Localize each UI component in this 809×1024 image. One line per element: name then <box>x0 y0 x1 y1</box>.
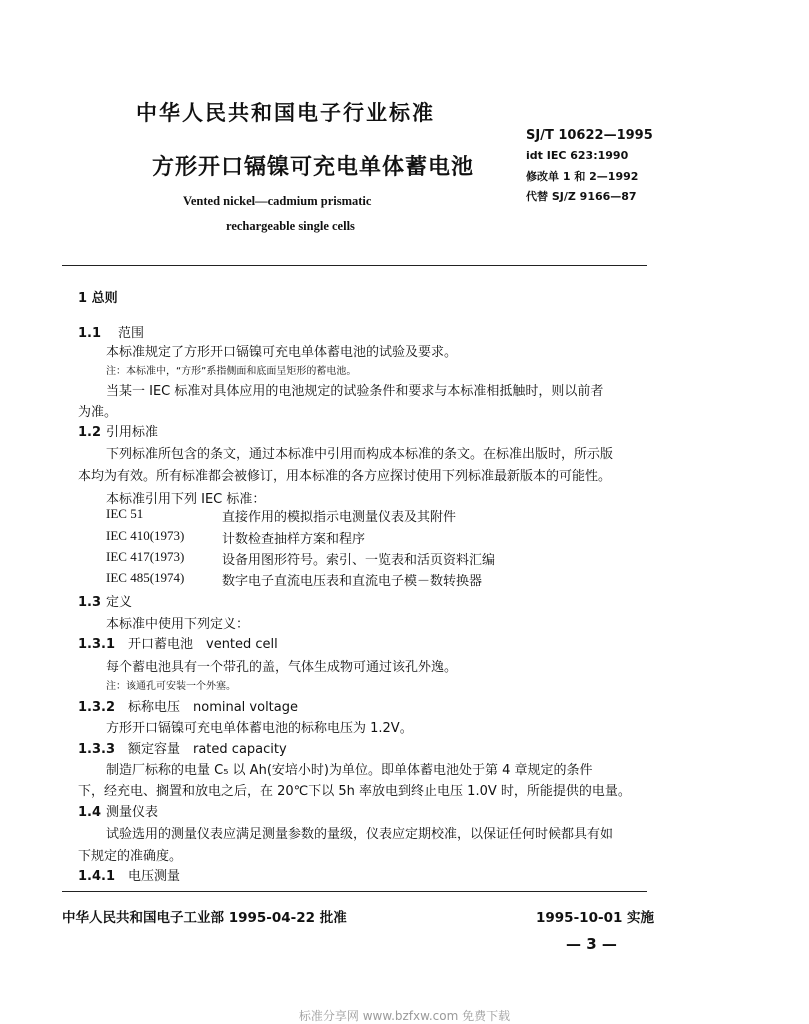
section-number: 1.3 <box>78 595 102 610</box>
standard-idt: idt IEC 623:1990 <box>526 149 629 162</box>
section-1-1-heading <box>78 322 144 341</box>
paragraph: 方形开口镉镍可充电单体蓄电池的标称电压为 1.2V。 <box>106 721 413 736</box>
section-title: 开口蓄电池 vented cell <box>128 637 278 652</box>
reference-code: IEC 51 <box>106 506 144 521</box>
standard-replaces: 代替 SJ/Z 9166—87 <box>526 190 637 203</box>
section-number: 1.4.1 <box>78 869 116 884</box>
section-1-4-1-heading <box>78 865 180 884</box>
implementation-date: 1995-10-01 实施 <box>536 910 655 926</box>
section-title: 电压测量 <box>128 869 181 884</box>
section-title: 标称电压 nominal voltage <box>128 700 298 715</box>
paragraph: 当某一 IEC 标准对具体应用的电池规定的试验条件和要求与本标准相抵触时，则以前者 <box>106 384 604 399</box>
paragraph: 本标准规定了方形开口镉镍可充电单体蓄电池的试验及要求。 <box>106 345 458 360</box>
header-divider <box>62 265 647 266</box>
paragraph: 试验选用的测量仪表应满足测量参数的量级，仪表应定期校准，以保证任何时候都具有如 <box>106 827 614 842</box>
paragraph: 每个蓄电池具有一个带孔的盖，气体生成物可通过该孔外逸。 <box>106 660 458 675</box>
section-number: 1.3.1 <box>78 637 116 652</box>
reference-description: 设备用图形符号。索引、一览表和活页资料汇编 <box>222 553 496 568</box>
section-title: 引用标准 <box>106 425 159 440</box>
paragraph: 制造厂标称的电量 C₅ 以 Ah(安培小时)为单位。即单体蓄电池处于第 4 章规定的条件 <box>106 763 593 778</box>
document-title: 方形开口镉镍可充电单体蓄电池 <box>152 155 475 180</box>
section-number: 1.4 <box>78 805 102 820</box>
reference-description: 直接作用的模拟指示电测量仪表及其附件 <box>222 510 457 525</box>
section-1-3-2-heading <box>78 696 298 715</box>
section-1-4-heading <box>78 801 158 820</box>
paragraph: 下列标准所包含的条文，通过本标准中引用而构成本标准的条文。在标准出版时，所示版 <box>106 447 614 462</box>
section-1-heading: 1 总则 <box>78 291 118 306</box>
paragraph-continuation: 本均为有效。所有标准都会被修订，用本标准的各方应探讨使用下列标准最新版本的可能性。 <box>78 469 612 484</box>
note: 注：该通孔可安装一个外塞。 <box>106 681 236 692</box>
section-1-3-3-heading <box>78 738 287 757</box>
section-title: 定义 <box>106 595 133 610</box>
section-number: 1.3.3 <box>78 742 116 757</box>
reference-code: IEC 417(1973) <box>106 549 185 564</box>
section-number: 1.3.2 <box>78 700 116 715</box>
paragraph-continuation: 下规定的准确度。 <box>78 849 183 864</box>
english-title-line2: rechargeable single cells <box>226 219 355 233</box>
reference-code: IEC 410(1973) <box>106 528 185 543</box>
standard-code: SJ/T 10622—1995 <box>526 128 653 143</box>
issuing-body-title: 中华人民共和国电子行业标准 <box>136 101 435 125</box>
paragraph-continuation: 为准。 <box>78 405 118 420</box>
reference-code: IEC 485(1974) <box>106 570 185 585</box>
paragraph-continuation: 下，经充电、搁置和放电之后，在 20℃下以 5h 率放电到终止电压 1.0V 时，所能提供的电量。 <box>78 784 631 799</box>
section-1-3-1-heading <box>78 633 278 652</box>
section-title: 额定容量 rated capacity <box>128 742 287 757</box>
section-1-3-heading <box>78 591 132 610</box>
paragraph: 本标准中使用下列定义： <box>106 617 250 632</box>
footer-divider <box>62 891 647 892</box>
reference-description: 计数检查抽样方案和程序 <box>222 532 366 547</box>
reference-description: 数字电子直流电压表和直流电子模－数转换器 <box>222 574 483 589</box>
section-1-2-heading <box>78 421 158 440</box>
paragraph: 本标准引用下列 IEC 标准： <box>106 492 266 507</box>
watermark-text: 标准分享网 www.bzfxw.com 免费下载 <box>298 1009 511 1023</box>
section-title: 测量仪表 <box>106 805 159 820</box>
approval-line: 中华人民共和国电子工业部 1995-04-22 批准 <box>62 910 347 926</box>
section-title: 范围 <box>118 326 145 341</box>
note: 注：本标准中，“方形”系指侧面和底面呈矩形的蓄电池。 <box>106 366 357 377</box>
standard-amendment: 修改单 1 和 2—1992 <box>526 170 639 183</box>
section-number: 1.1 <box>78 326 102 341</box>
section-number: 1.2 <box>78 425 102 440</box>
page-number: — 3 — <box>566 935 617 953</box>
english-title-line1: Vented nickel—cadmium prismatic <box>183 194 372 208</box>
